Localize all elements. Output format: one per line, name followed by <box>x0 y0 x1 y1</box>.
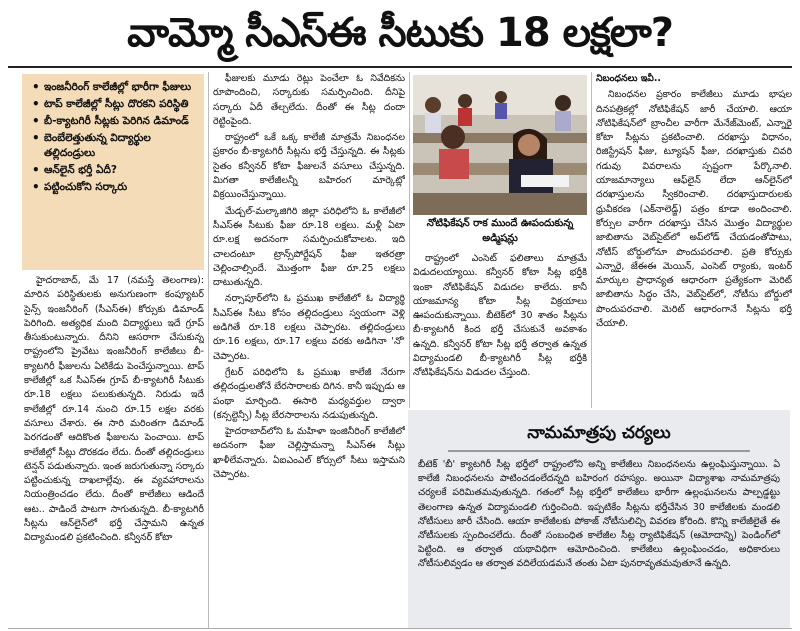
headline-rule <box>8 66 792 68</box>
sidebar-box <box>408 410 790 628</box>
paragraph: ఫీజులకు మూడు రెట్లు పెంచేలా ఓ నివేదికను రూపొందించి, సర్కారుకు సమర్పించింది. దీనిపై సర్కారు ఏదీ తేల్చలేదు. దీంతో ఈ సీట్ల దందా రెట్టింపైంది. <box>213 73 405 127</box>
highlight-item: • బీ-క్యాటగిరీ సీట్లకు పెరిగిన డిమాండ్ <box>32 114 198 129</box>
highlight-item: • టాప్ కాలేజీల్లో సీట్లు దొరకని పరిస్థితి <box>32 97 198 112</box>
highlights-list <box>32 80 198 195</box>
paragraph: గ్రేటర్ పరిధిలోని ఓ ప్రముఖ కాలేజీ నేరుగా తల్లిదండ్రులతోనే బేరసారాలకు దిగిన. కానీ ఇప్పుడు ఆ పంథా మార్చింది. ఈసారి మధ్యవర్తుల ద్వారా (కన్సల్టెన్సీ) సీట్ల బేరసారాలను నడుపుతున్నది. <box>213 366 405 421</box>
paragraph: రాష్ట్రంలో ఎంసెట్ ఫలితాలు మాత్రమే విడుదలయ్యాయి. కన్వీనర్ కోటా సీట్ల భర్తీకి ఇంకా నోటిఫికేషన్ విడుదల కాలేదు. కానీ యాజమాన్య కోటా సీట్ల విక్రయాలు ఊపందుకున్నాయి. బీటెక్‌లో 30 శాతం సీట్లను బీ-క్యాటగిరీ కింద భర్తీ చేసుకునే అవకాశం ఉన్నది. కన్వీనర్ కోటా సీట్ల భర్తీ తర్వాత ఉన్నత విద్యామండలి బీ-క్యాటగిరీ సీట్ల భర్తీకి నోటిఫికేషన్‌ను విడుదల చేస్తుంది. <box>413 253 587 379</box>
section-subheading: నిబంధనలు ఇవీ.. <box>596 73 661 84</box>
bottom-rule <box>8 628 792 629</box>
highlight-item: • ఆన్‌లైన్ భర్తీ ఏదీ? <box>32 163 198 178</box>
photo-caption: నోటిఫికేషన్ రాక ముందే ఊపందుకున్న అడ్మిషన్లు <box>426 218 574 244</box>
exam-hall-photo <box>413 75 587 215</box>
article-column-4 <box>596 72 792 452</box>
highlight-item: • బెంబేలెత్తుతున్న విద్యార్థుల తల్లిదండ్రులు <box>32 131 198 161</box>
column-divider <box>409 72 410 408</box>
paragraph: నర్సాపూర్‌లోని ఓ ప్రముఖ కాలేజీలో ఓ విద్యార్థి సీఎస్‌ఈ సీటు కోసం తల్లిదండ్రులు స్వయంగా వెళ్లి అడిగితే రూ.18 లక్షలు చెప్పారట. తల్లిదండ్రులు రూ.16 లక్షలు, రూ.17 లక్షలు వరకు అడిగినా 'నో' చెప్పారట. <box>213 293 405 362</box>
article-column-2 <box>213 72 405 626</box>
students-photo-illustration <box>413 75 587 215</box>
sidebar-title-rule <box>448 450 750 452</box>
sidebar-box-text: బీటెక్ 'బీ' క్యాటగిరీ సీట్ల భర్తీలో రాష్ట్రంలోని అన్ని కాలేజీలు నిబంధనలను ఉల్లంఘిస్తున్నాయి. ఏ కాలేజీ నిబంధనలను పాటించడంలేదన్నది బహిరంగ రహస్యం. అయినా విద్యాశాఖ నామమాత్రపు చర్యలకే పరిమితమవుతున్నది. గతంలో సీట్ల భర్తీలో కాలేజీలు భారీగా ఉల్లంఘనలను పాల్పడ్డట్టు తెలంగాణ ఉన్నత విద్యామండలి గుర్తించింది. ఇప్పటికేం సీట్లను భర్తీచేసిన 30 కాలేజీలకు మండలి నోటీసులు జారీ చేసింది. ఆయా కాలేజీలకు పోకాజ్ నోటీసులిచ్చి వివరణ కోరింది. కొన్ని కాలేజీలైతే ఈ నోటీసులకు స్పందించలేదు. దీంతో సంబంధిత కాలేజీల సీట్ల ర్యాటిఫికేషన్ (ఆమోదాన్ని) పెండింగ్‌లో పెట్టింది. ఆ తర్వాత యథావిధిగా ఆమోదించింది. కాలేజీలు ఉల్లంఘించడం, అధికారులు నోటీసులివ్వడం ఆ తర్వాత వదిలేయడమనే తంతు ఏటా పునరావృతమవుతూనే ఉన్నది. <box>418 459 780 570</box>
paragraph: హైదరాబాద్, మే 17 (నమస్తే తెలంగాణ): మారిన పరిస్థితులకు అనుగుణంగా కంప్యూటర్ సైన్స్ ఇంజనీరింగ్ (సీఎస్‌ఈ) కోర్సుకు డిమాండ్ పెరిగింది. అత్యధిక మంది విద్యార్థులు ఇదే గ్రూప్ తీసుకుంటున్నారు. దీనిని ఆసరాగా చేసుకున్న రాష్ట్రంలోని ప్రైవేటు ఇంజనీరింగ్ కాలేజీలు బీ-క్యాటగిరీ ఫీజులను ఏటికేడు పెంచేస్తున్నాయి. టాప్ కాలేజీల్లో ఒక సీఎస్‌ఈ గ్రూప్ బీ-క్యాటగిరీ సీటుకు రూ.18 లక్షలు పలుకుతున్నది. నిరుడు ఇదే కాలేజీల్లో రూ.14 నుంచి రూ.15 లక్షల వరకు వసూలు చేశారు. ఈ సారి మరింతగా డిమాండ్ పెరగడంతో ఆదికొంత ఫీజులను పెంచాయి. టాప్ కాలేజీల్లో సీట్లు దొరకడం లేదు. దీంతో తల్లిదండ్రులు టెన్షన్ పడుతున్నారు. ఇంత జరుగుతున్నా సర్కారు పట్టించుకున్న దాఖలాల్లేవు. ఈ వ్యవహారాలను నియంత్రించడం లేదు. దీంతో కాలేజీలు ఆడిందే ఆట.. పాడిందే పాటగా సాగుతున్నది. బీ-క్యాటగిరీ సీట్లను ఆన్‌లైన్‌లో భర్తీ చేస్తామని ఉన్నత విద్యామండలి ప్రకటించింది. కన్వీనర్ కోటా <box>24 275 204 544</box>
sidebar-box-title: నామమాత్రపు చర్యలు <box>527 423 671 443</box>
highlights-box <box>22 74 204 270</box>
paragraph: రాష్ట్రంలో ఒకే ఒక్క కాలేజీ మాత్రమే నిబంధనల ప్రకారం బీ-క్యాటగిరీ సీట్లను భర్తీ చేస్తున్నది. ఈ సీట్లకు సైతం కన్వీనర్ కోటా ఫీజులనే వసూలు చేస్తున్నది. మిగతా కాలేజీలన్నీ బహిరంగ మార్కెట్లో విక్రయించేస్తున్నాయి. <box>213 132 405 201</box>
highlight-item: • పట్టించుకోని సర్కారు <box>32 180 198 195</box>
paragraph: హైదరాబాద్‌లోని ఓ మహిళా ఇంజినీరింగ్ కాలేజీలో అదనంగా ఫీజు చెల్లిస్తామన్నా సీఎస్‌ఈ సీట్లు ఖాళీలేవన్నారు. ఏఐఎంఎల్ కోర్సులో సీటు ఇస్తామని చెప్పారట. <box>213 426 405 481</box>
paragraph: నిబంధనల ప్రకారం కాలేజీలు మూడు భాషల దినపత్రికల్లో నోటిఫికేషన్ జారీ చేయాలి. ఆయా నోటిఫికేషన్‌లో బ్రాంచీల వారీగా మేనేజ్‌మెంట్, ఎన్నారై కోటా సీట్లను ప్రకటించాలి. దరఖాస్తు విధానం, రిజిస్ట్రేషన్ ఫీజు, ట్యూషన్ ఫీజు, దరఖాస్తుకు చివరి గడువు వివరాలను స్పష్టంగా పేర్కొనాలి. యాజమాన్యాలు ఆఫ్‌లైన్ లేదా ఆన్‌లైన్‌లో దరఖాస్తులను స్వీకరించాలి. దరఖాస్తుదారులకు ధ్రువీకరణ (ఎక్‌నాలెడ్జ్) పత్రం కూడా అందించాలి. కోర్సుల వారీగా దరఖాస్తు చేసిన మొత్తం విద్యార్థుల జాబితాను వెబ్‌సైట్‌లో అప్‌లోడ్ చేయడంతోపాటు, నోటీస్ బోర్డులోనూ పొందుపరచాలి. ప్రతి కోర్సుకు ఎన్నారై, జేఈఈ మెయిన్, ఎంసెట్ ర్యాంకు, ఇంటర్ మార్కుల ప్రాధాన్యత ఆధారంగా ప్రత్యేకంగా మెరిట్ జాబితాను సిద్ధం చేసి, వెబ్‌సైట్‌లో, నోటీసు బోర్డులో పొందుపరచాలి. మెరిట్ ఆధారంగానే సీట్లను భర్తీ చేయాలి. <box>596 89 792 330</box>
column-divider <box>591 72 592 408</box>
headline: వామ్మో సీఎస్‌ఈ సీటుకు 18 లక్షలా? <box>127 10 673 56</box>
column-divider <box>208 72 209 628</box>
paragraph: మేడ్చల్-మల్కాజిగిరి జిల్లా పరిధిలోని ఓ కాలేజీలో సీఎస్‌ఈ సీటుకు ఫీజు రూ.18 లక్షలు. మళ్లీ ఏటా రూ.లక్ష అదనంగా సమర్పించుకోవాలట. ఇది చాలదంటూ ట్రాన్స్‌పోర్టేషన్ ఫీజు ఇతరత్రా చెల్లించాల్సిందే. మొత్తంగా ఫీజు రూ.25 లక్షలు దాటుతున్నది. <box>213 205 405 289</box>
highlight-item: • ఇంజనీరింగ్ కాలేజీల్లో భారీగా ఫీజులు <box>32 80 198 95</box>
article-column-1 <box>24 274 204 626</box>
